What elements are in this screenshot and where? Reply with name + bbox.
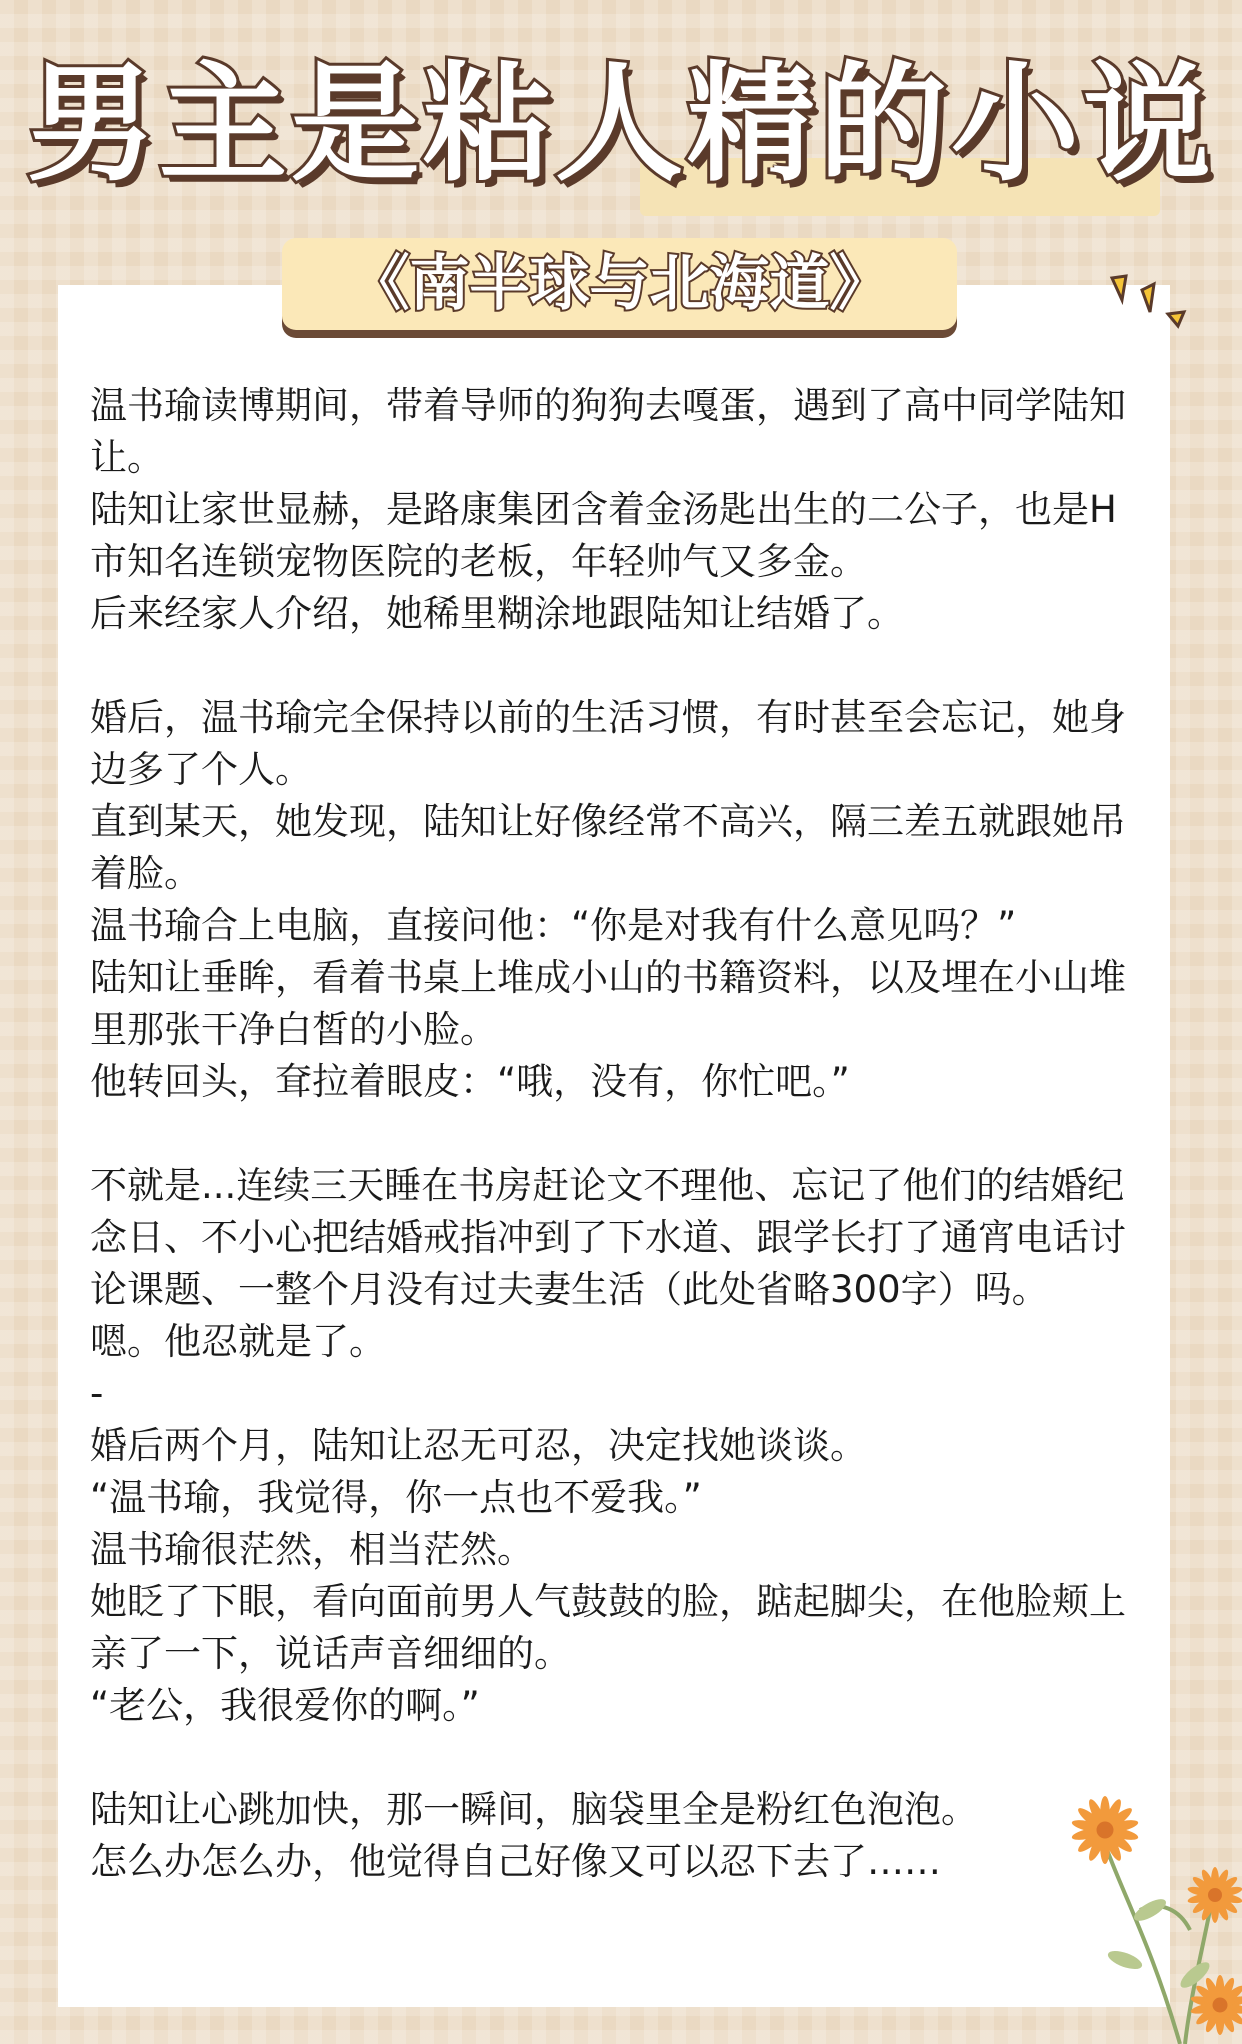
story-paragraph: [90, 1732, 1140, 1784]
story-paragraph: 直到某天，她发现，陆知让好像经常不高兴，隔三差五就跟她吊着脸。: [90, 800, 1126, 895]
page-title: 男主是粘人精的小说: [26, 50, 1215, 199]
story-paragraph: 陆知让垂眸，看着书桌上堆成小山的书籍资料，以及埋在小山堆里那张干净白皙的小脸。: [90, 956, 1126, 1051]
story-paragraph: 温书瑜读博期间，带着导师的狗狗去嘎蛋，遇到了高中同学陆知让。: [90, 384, 1126, 479]
story-paragraph: [90, 640, 1140, 692]
flower-decoration-icon: [1030, 1760, 1242, 2044]
story-paragraph: 陆知让心跳加快，那一瞬间，脑袋里全是粉红色泡泡。: [90, 1788, 978, 1831]
story-text: [90, 380, 1140, 1888]
story-paragraph: 后来经家人介绍，她稀里糊涂地跟陆知让结婚了。: [90, 592, 904, 635]
story-paragraph: 嗯。他忍就是了。: [90, 1320, 386, 1363]
story-paragraph: -: [90, 1372, 104, 1415]
story-paragraph: [90, 1108, 1140, 1160]
story-paragraph: 温书瑜合上电脑，直接问他：“你是对我有什么意见吗？”: [90, 904, 1017, 947]
sparkle-marks-icon: [1108, 268, 1188, 338]
story-paragraph: 怎么办怎么办，他觉得自己好像又可以忍下去了……: [90, 1840, 941, 1883]
book-title: 《南半球与北海道》: [349, 249, 890, 319]
story-paragraph: “老公，我很爱你的啊。”: [90, 1684, 480, 1727]
story-paragraph: 他转回头，耷拉着眼皮：“哦，没有，你忙吧。”: [90, 1060, 850, 1103]
story-paragraph: 温书瑜很茫然，相当茫然。: [90, 1528, 534, 1571]
story-paragraph: “温书瑜，我觉得，你一点也不爱我。”: [90, 1476, 702, 1519]
story-paragraph: 陆知让家世显赫，是路康集团含着金汤匙出生的二公子，也是H市知名连锁宠物医院的老板，年轻帅气又多金。: [90, 488, 1117, 583]
story-paragraph: 婚后两个月，陆知让忍无可忍，决定找她谈谈。: [90, 1424, 867, 1467]
story-paragraph: 婚后，温书瑜完全保持以前的生活习惯，有时甚至会忘记，她身边多了个人。: [90, 696, 1126, 791]
story-paragraph: 她眨了下眼，看向面前男人气鼓鼓的脸，踮起脚尖，在他脸颊上亲了一下，说话声音细细的。: [90, 1580, 1126, 1675]
story-paragraph: 不就是...连续三天睡在书房赶论文不理他、忘记了他们的结婚纪念日、不小心把结婚戒指冲到了下水道、跟学长打了通宵电话讨论课题、一整个月没有过夫妻生活（此处省略300字）吗。: [90, 1164, 1126, 1311]
